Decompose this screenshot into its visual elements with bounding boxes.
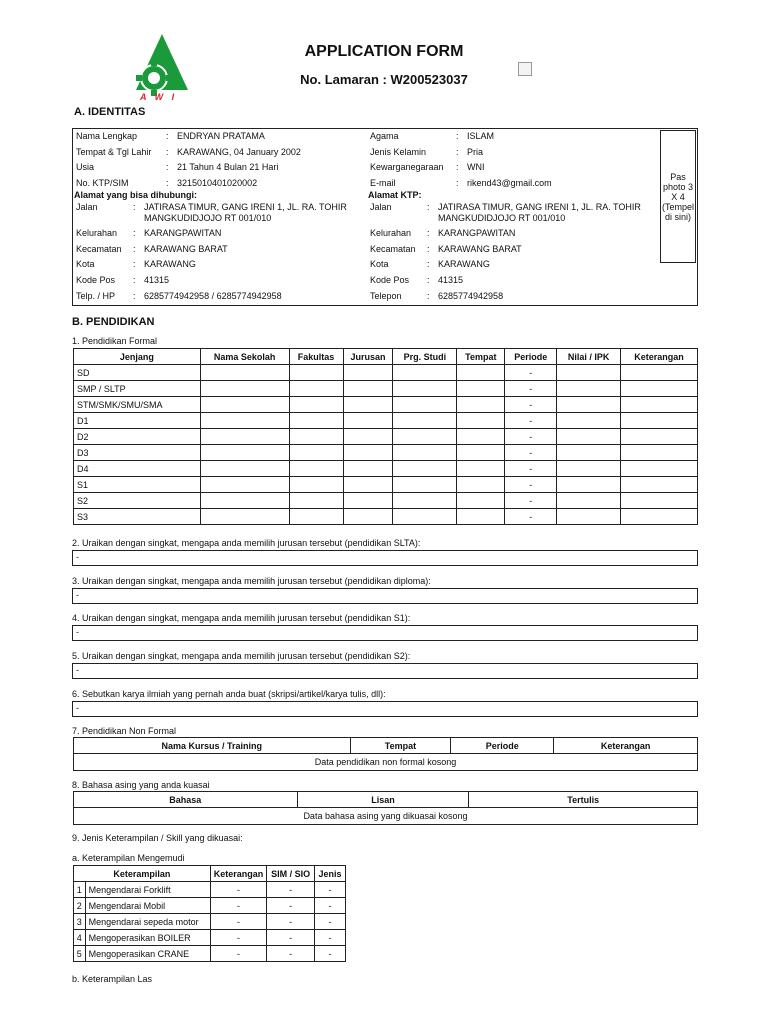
table-cell [621, 381, 698, 397]
ident-left-1-label: Tempat & Tgl Lahir [76, 147, 152, 157]
formal-col-0: Jenjang [74, 349, 201, 365]
skill-name: Mengendarai Forklift [85, 882, 210, 898]
jenjang-cell: D1 [74, 413, 201, 429]
formal-col-3: Jurusan [343, 349, 393, 365]
addr-right-heading: Alamat KTP: [368, 190, 422, 200]
addr-left-5-value: 6285774942958 / 6285774942958 [144, 291, 282, 301]
table-row [74, 445, 698, 461]
addr-left-1-label: Kelurahan [76, 228, 118, 238]
question-2-label: 2. Uraikan dengan singkat, mengapa anda memilih jurusan tersebut (pendidikan SLTA): [72, 538, 421, 548]
table-cell [343, 493, 393, 509]
ident-right-0-label: Agama [370, 131, 399, 141]
table-cell: - [505, 397, 557, 413]
ident-left-1-value: KARAWANG, 04 January 2002 [177, 147, 301, 157]
question-2-answer[interactable]: - [72, 550, 698, 566]
skill-label: 9. Jenis Keterampilan / Skill yang dikuasai: [72, 833, 243, 843]
addr-left-4-value: 41315 [144, 275, 170, 285]
question-4-answer[interactable]: - [72, 625, 698, 641]
jenjang-cell: D4 [74, 461, 201, 477]
table-cell [393, 413, 457, 429]
ident-right-1-label: Jenis Kelamin [370, 147, 427, 157]
jenjang-cell: SD [74, 365, 201, 381]
table-cell [200, 445, 289, 461]
addr-right-5-colon: : [427, 291, 430, 301]
table-cell [200, 365, 289, 381]
table-cell [289, 493, 343, 509]
table-row [74, 413, 698, 429]
bahasa-label: 8. Bahasa asing yang anda kuasai [72, 780, 210, 790]
addr-right-4-colon: : [427, 275, 430, 285]
ident-right-2-label: Kewarganegaraan [370, 162, 444, 172]
addr-left-0-value: JATIRASA TIMUR, GANG IRENI 1, JL. RA. TOHIR [144, 202, 347, 212]
table-cell [457, 381, 505, 397]
formal-col-2: Fakultas [289, 349, 343, 365]
bahasa-col-2: Tertulis [469, 792, 698, 808]
mengemudi-col-3: Jenis [315, 866, 346, 882]
ident-left-2-label: Usia [76, 162, 95, 172]
question-4-label: 4. Uraikan dengan singkat, mengapa anda memilih jurusan tersebut (pendidikan S1): [72, 613, 411, 623]
table-cell [289, 477, 343, 493]
table-cell [200, 413, 289, 429]
table-cell [621, 413, 698, 429]
las-label: b. Keterampilan Las [72, 974, 153, 984]
row-number: 4 [74, 930, 86, 946]
addr-right-3-colon: : [427, 259, 430, 269]
table-cell [557, 461, 621, 477]
table-cell [393, 445, 457, 461]
addr-left-0-label: Jalan [76, 202, 98, 212]
table-cell [393, 365, 457, 381]
addr-right-1-label: Kelurahan [370, 228, 412, 238]
addr-left-0-value-line2: MANGKUDIDJOJO RT 001/010 [144, 213, 272, 223]
table-cell [457, 397, 505, 413]
page-title: APPLICATION FORM [304, 43, 464, 60]
nonformal-table [73, 737, 698, 771]
skill-jenis: - [315, 914, 346, 930]
jenjang-cell: S1 [74, 477, 201, 493]
addr-right-3-label: Kota [370, 259, 389, 269]
table-cell [557, 477, 621, 493]
table-row [74, 477, 698, 493]
table-cell [557, 365, 621, 381]
table-cell [557, 509, 621, 525]
table-cell [200, 509, 289, 525]
addr-right-0-colon: : [427, 202, 430, 212]
table-cell [200, 477, 289, 493]
section-identitas-heading: A. IDENTITAS [74, 106, 146, 118]
addr-left-5-colon: : [133, 291, 136, 301]
table-row [74, 397, 698, 413]
table-row [74, 381, 698, 397]
skill-name: Mengendarai sepeda motor [85, 914, 210, 930]
table-cell: - [505, 365, 557, 381]
addr-right-2-colon: : [427, 244, 430, 254]
jenjang-cell: D3 [74, 445, 201, 461]
formal-col-5: Tempat [457, 349, 505, 365]
table-cell [289, 381, 343, 397]
skill-jenis: - [315, 898, 346, 914]
table-cell [457, 365, 505, 381]
addr-left-5-label: Telp. / HP [76, 291, 116, 301]
table-cell [343, 445, 393, 461]
skill-keterangan: - [210, 898, 267, 914]
addr-left-3-colon: : [133, 259, 136, 269]
table-cell [343, 381, 393, 397]
mengemudi-col-1: Keterangan [210, 866, 267, 882]
table-cell [557, 445, 621, 461]
formal-col-8: Keterangan [621, 349, 698, 365]
table-cell [289, 445, 343, 461]
formal-col-6: Periode [505, 349, 557, 365]
table-cell [621, 461, 698, 477]
addr-left-4-colon: : [133, 275, 136, 285]
jenjang-cell: STM/SMK/SMU/SMA [74, 397, 201, 413]
table-cell [393, 397, 457, 413]
table-row [74, 365, 698, 381]
mengemudi-col-2: SIM / SIO [267, 866, 315, 882]
ident-left-0-colon: : [166, 131, 169, 141]
table-row [74, 946, 346, 962]
table-cell [557, 413, 621, 429]
mengemudi-table [73, 865, 346, 962]
addr-left-1-colon: : [133, 228, 136, 238]
addr-right-0-value: JATIRASA TIMUR, GANG IRENI 1, JL. RA. TOHIR [438, 202, 641, 212]
addr-right-0-label: Jalan [370, 202, 392, 212]
bahasa-table [73, 791, 698, 825]
skill-jenis: - [315, 930, 346, 946]
table-cell [621, 397, 698, 413]
addr-left-4-label: Kode Pos [76, 275, 116, 285]
mengemudi-col-0: Keterampilan [74, 866, 211, 882]
addr-right-4-value: 41315 [438, 275, 464, 285]
table-cell [621, 445, 698, 461]
table-cell [457, 413, 505, 429]
skill-jenis: - [315, 946, 346, 962]
nonformal-col-1: Tempat [350, 738, 451, 754]
table-cell [621, 365, 698, 381]
ident-right-0-value: ISLAM [467, 131, 495, 141]
mengemudi-label: a. Keterampilan Mengemudi [72, 853, 185, 863]
table-row [74, 914, 346, 930]
table-row [74, 461, 698, 477]
skill-sim: - [267, 946, 315, 962]
ident-right-2-colon: : [456, 162, 459, 172]
nonformal-col-2: Periode [451, 738, 554, 754]
nonformal-empty: Data pendidikan non formal kosong [74, 754, 698, 771]
addr-right-3-value: KARAWANG [438, 259, 490, 269]
table-cell [621, 493, 698, 509]
table-cell [289, 509, 343, 525]
ident-right-3-value: rikend43@gmail.com [467, 178, 552, 188]
addr-right-2-label: Kecamatan [370, 244, 416, 254]
skill-sim: - [267, 898, 315, 914]
addr-left-heading: Alamat yang bisa dihubungi: [74, 190, 198, 200]
addr-right-0-value-line2: MANGKUDIDJOJO RT 001/010 [438, 213, 566, 223]
addr-left-0-colon: : [133, 202, 136, 212]
ident-right-2-value: WNI [467, 162, 485, 172]
question-3-answer[interactable]: - [72, 588, 698, 604]
formal-education-label: 1. Pendidikan Formal [72, 336, 158, 346]
table-cell [393, 429, 457, 445]
ident-left-3-value: 3215010401020002 [177, 178, 258, 188]
table-cell [557, 493, 621, 509]
row-number: 5 [74, 946, 86, 962]
question-6-label: 6. Sebutkan karya ilmiah yang pernah anda buat (skripsi/artikel/karya tulis, dll): [72, 689, 386, 699]
formal-col-7: Nilai / IPK [557, 349, 621, 365]
jenjang-cell: S3 [74, 509, 201, 525]
ident-left-0-value: ENDRYAN PRATAMA [177, 131, 265, 141]
table-cell [343, 365, 393, 381]
table-row [74, 882, 346, 898]
skill-name: Mengoperasikan CRANE [85, 946, 210, 962]
skill-name: Mengoperasikan BOILER [85, 930, 210, 946]
table-cell: - [505, 461, 557, 477]
table-cell [457, 461, 505, 477]
table-cell [393, 461, 457, 477]
company-logo [118, 30, 196, 106]
question-5-answer[interactable]: - [72, 663, 698, 679]
table-row [74, 930, 346, 946]
table-cell: - [505, 381, 557, 397]
table-row [74, 429, 698, 445]
skill-keterangan: - [210, 914, 267, 930]
table-cell [343, 461, 393, 477]
skill-sim: - [267, 914, 315, 930]
ident-left-1-colon: : [166, 147, 169, 157]
table-cell [393, 493, 457, 509]
addr-right-1-value: KARANGPAWITAN [438, 228, 516, 238]
table-cell [343, 413, 393, 429]
bahasa-col-1: Lisan [297, 792, 469, 808]
addr-right-5-value: 6285774942958 [438, 291, 504, 301]
table-cell [621, 477, 698, 493]
bahasa-col-0: Bahasa [74, 792, 298, 808]
row-number: 3 [74, 914, 86, 930]
table-cell [621, 429, 698, 445]
ident-left-0-label: Nama Lengkap [76, 131, 138, 141]
table-cell [557, 397, 621, 413]
addr-right-4-label: Kode Pos [370, 275, 410, 285]
bahasa-empty: Data bahasa asing yang dikuasai kosong [74, 808, 698, 825]
table-cell [343, 477, 393, 493]
table-cell [457, 477, 505, 493]
formal-col-4: Prg. Studi [393, 349, 457, 365]
formal-col-1: Nama Sekolah [200, 349, 289, 365]
addr-left-3-value: KARAWANG [144, 259, 196, 269]
jenjang-cell: S2 [74, 493, 201, 509]
row-number: 1 [74, 882, 86, 898]
ident-left-2-colon: : [166, 162, 169, 172]
question-3-label: 3. Uraikan dengan singkat, mengapa anda memilih jurusan tersebut (pendidikan diploma): [72, 576, 431, 586]
skill-keterangan: - [210, 930, 267, 946]
table-row [74, 493, 698, 509]
formal-education-table [73, 348, 698, 525]
ident-right-3-label: E-mail [370, 178, 396, 188]
table-cell: - [505, 493, 557, 509]
row-number: 2 [74, 898, 86, 914]
table-cell [289, 461, 343, 477]
table-row [74, 898, 346, 914]
table-cell [343, 397, 393, 413]
skill-keterangan: - [210, 946, 267, 962]
table-cell [289, 397, 343, 413]
table-cell [343, 429, 393, 445]
photo-box [660, 130, 696, 263]
jenjang-cell: SMP / SLTP [74, 381, 201, 397]
ident-right-3-colon: : [456, 178, 459, 188]
broken-image-icon [518, 62, 532, 76]
table-cell [393, 509, 457, 525]
question-6-answer[interactable]: - [72, 701, 698, 717]
ident-right-0-colon: : [456, 131, 459, 141]
table-cell [557, 429, 621, 445]
nonformal-label: 7. Pendidikan Non Formal [72, 726, 177, 736]
table-cell: - [505, 413, 557, 429]
table-cell [289, 429, 343, 445]
table-row [74, 509, 698, 525]
nonformal-col-3: Keterangan [554, 738, 698, 754]
table-cell [343, 509, 393, 525]
jenjang-cell: D2 [74, 429, 201, 445]
addr-left-2-colon: : [133, 244, 136, 254]
table-cell [200, 429, 289, 445]
ident-left-2-value: 21 Tahun 4 Bulan 21 Hari [177, 162, 279, 172]
ident-right-1-colon: : [456, 147, 459, 157]
ident-right-1-value: Pria [467, 147, 484, 157]
logo-text: A W I [140, 92, 178, 102]
skill-jenis: - [315, 882, 346, 898]
table-cell [393, 477, 457, 493]
skill-sim: - [267, 930, 315, 946]
section-pendidikan-heading: B. PENDIDIKAN [72, 316, 155, 328]
addr-right-2-value: KARAWANG BARAT [438, 244, 522, 254]
table-cell [457, 493, 505, 509]
application-number: No. Lamaran : W200523037 [300, 72, 468, 87]
photo-label: Pas photo 3 X 4 (Tempel di sini) [661, 171, 694, 222]
table-cell [289, 365, 343, 381]
table-cell [200, 381, 289, 397]
table-cell: - [505, 477, 557, 493]
table-cell: - [505, 429, 557, 445]
skill-sim: - [267, 882, 315, 898]
addr-left-1-value: KARANGPAWITAN [144, 228, 222, 238]
question-5-label: 5. Uraikan dengan singkat, mengapa anda memilih jurusan tersebut (pendidikan S2): [72, 651, 411, 661]
skill-keterangan: - [210, 882, 267, 898]
table-cell [200, 461, 289, 477]
table-cell [557, 381, 621, 397]
addr-left-2-label: Kecamatan [76, 244, 122, 254]
addr-right-5-label: Telepon [370, 291, 402, 301]
table-cell [200, 493, 289, 509]
table-cell [200, 397, 289, 413]
nonformal-col-0: Nama Kursus / Training [74, 738, 351, 754]
table-cell: - [505, 509, 557, 525]
table-cell [457, 429, 505, 445]
table-cell [457, 509, 505, 525]
table-cell [621, 509, 698, 525]
table-cell [393, 381, 457, 397]
table-cell [457, 445, 505, 461]
addr-left-2-value: KARAWANG BARAT [144, 244, 228, 254]
ident-left-3-colon: : [166, 178, 169, 188]
skill-name: Mengendarai Mobil [85, 898, 210, 914]
table-cell [289, 413, 343, 429]
addr-left-3-label: Kota [76, 259, 95, 269]
addr-right-1-colon: : [427, 228, 430, 238]
ident-left-3-label: No. KTP/SIM [76, 178, 129, 188]
table-cell: - [505, 445, 557, 461]
